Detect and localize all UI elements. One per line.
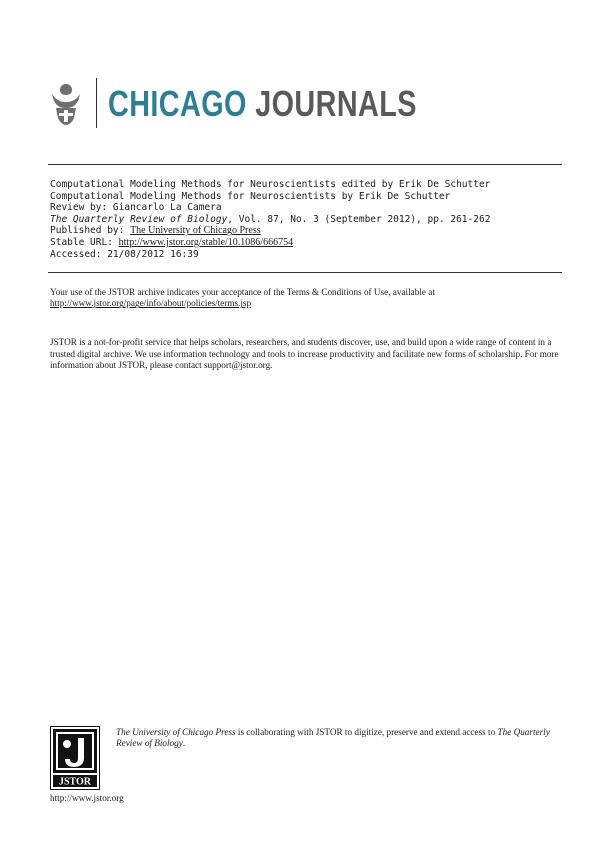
journal-name: The Quarterly Review of Biology [50,213,228,225]
wordmark-journals: JOURNALS [255,83,417,124]
terms-text: Your use of the JSTOR archive indicates your acceptance of the Terms & Conditions of Use, available at [50,287,435,297]
terms-notice [50,287,555,310]
jstor-logo-icon [50,726,100,790]
wordmark [108,83,417,125]
citation-title-2: Computational Modeling Methods for Neuroscientists by Erik De Schutter [50,190,451,202]
chicago-journals-logo [48,78,84,130]
about-jstor: JSTOR is a not-for-profit service that helps scholars, researchers, and students discover, use, and build upon a wide range of content in a trusted digital archive. We use information technology and tools to increase productivity and facilitate new forms of scholarship. For more information about JSTOR, please contact support@jstor.org. [50,337,559,371]
citation-journal [50,214,560,226]
published-by-label: Published by: [50,225,131,237]
citation-title: Computational Modeling Methods for Neuroscientists edited by Erik De Schutter [50,179,491,190]
citation-stable-url [50,237,560,249]
collab-journal: The Quarterly Review of Biology [116,727,550,749]
jstor-url[interactable]: http://www.jstor.org [50,793,124,803]
stable-url-link[interactable]: http://www.jstor.org/stable/10.1086/666754 [118,236,294,248]
citation-review-by: Review by: Giancarlo La Camera [50,202,222,214]
citation-block [50,179,560,260]
journal-details: , Vol. 87, No. 3 (September 2012), pp. 261-262 [227,213,491,225]
terms-link[interactable]: http://www.jstor.org/page/info/about/policies/terms.jsp [50,298,252,309]
stable-url-label: Stable URL: [50,236,119,248]
collab-text: is collaborating with JSTOR to digitize, preserve and extend access to [235,727,498,737]
wordmark-chicago: CHICAGO [108,83,247,124]
top-rule [48,164,562,165]
collab-end: . [182,738,186,749]
citation-accessed: Accessed: 21/08/2012 16:39 [50,248,199,260]
publisher-link[interactable]: The University of Chicago Press [130,225,261,237]
university-phoenix-seal-icon [48,80,84,128]
logo-divider [96,78,97,128]
collaboration-notice [116,727,561,749]
bottom-rule [48,272,562,273]
jstor-logo-text: JSTOR [58,776,92,788]
collab-publisher: The University of Chicago Press [116,727,236,737]
citation-publisher [50,225,560,237]
